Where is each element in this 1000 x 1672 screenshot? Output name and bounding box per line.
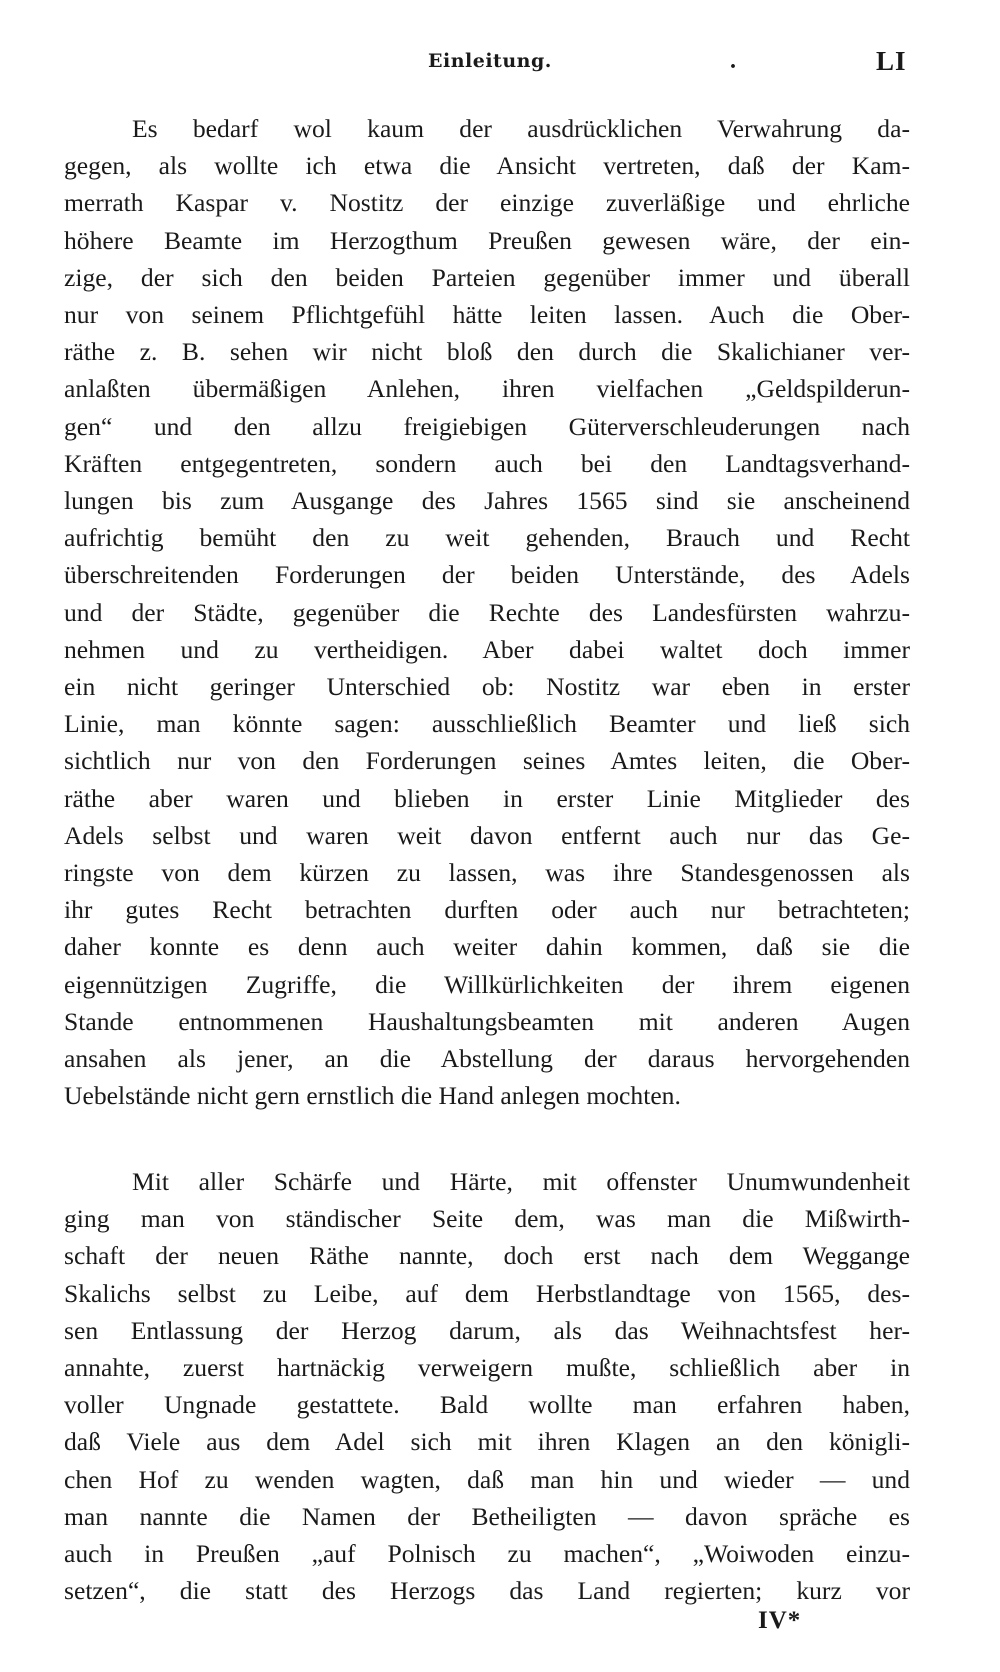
- text-line: Mit aller Schärfe und Härte, mit offenster Unumwundenheit: [132, 1167, 910, 1196]
- text-line: Es bedarf wol kaum der ausdrücklichen Verwahrung da-: [132, 114, 910, 143]
- page-number: LI: [876, 46, 907, 76]
- text-line: Uebelstände nicht gern ernstlich die Hand anlegen mochten.: [64, 1081, 681, 1111]
- text-line: merrath Kaspar v. Nostitz der einzige zuverläßige und ehrliche: [64, 188, 910, 218]
- paragraph-1: [64, 110, 910, 1114]
- text-line: ein nicht geringer Unterschied ob: Nostitz war eben in erster: [64, 672, 910, 702]
- text-line: ringste von dem kürzen zu lassen, was ihre Standesgenossen als: [64, 858, 910, 888]
- text-line: ging man von ständischer Seite dem, was man die Mißwirth-: [64, 1204, 910, 1234]
- text-line: lungen bis zum Ausgange des Jahres 1565 sind sie anscheinend: [64, 486, 910, 516]
- running-head-dot: .: [730, 48, 736, 74]
- text-line: Adels selbst und waren weit davon entfernt auch nur das Ge-: [64, 820, 910, 850]
- running-head-title: Einleitung.: [428, 50, 552, 72]
- text-line: nur von seinem Pflichtgefühl hätte leiten lassen. Auch die Ober-: [64, 300, 910, 330]
- text-line: Linie, man könnte sagen: ausschließlich Beamter und ließ sich: [64, 709, 910, 739]
- running-head: [0, 46, 1000, 80]
- text-line: gegen, als wollte ich etwa die Ansicht vertreten, daß der Kam-: [64, 151, 910, 181]
- text-line: und der Städte, gegenüber die Rechte des Landesfürsten wahrzu-: [64, 597, 910, 627]
- text-line: räthe aber waren und blieben in erster Linie Mitglieder des: [64, 783, 910, 813]
- text-line: zige, der sich den beiden Parteien gegenüber immer und überall: [64, 262, 910, 292]
- text-line: annahte, zuerst hartnäckig verweigern mußte, schließlich aber in: [64, 1353, 910, 1383]
- text-line: sen Entlassung der Herzog darum, als das Weihnachtsfest her-: [64, 1315, 910, 1345]
- text-line: schaft der neuen Räthe nannte, doch erst nach dem Weggange: [64, 1241, 910, 1271]
- paragraph-2: [64, 1163, 910, 1609]
- signature-mark: IV*: [758, 1607, 802, 1634]
- text-line: höhere Beamte im Herzogthum Preußen gewesen wäre, der ein-: [64, 225, 910, 255]
- text-line: nehmen und zu vertheidigen. Aber dabei waltet doch immer: [64, 634, 910, 664]
- text-line: Stande entnommenen Haushaltungsbeamten mit anderen Augen: [64, 1006, 910, 1036]
- text-line: Kräften entgegentreten, sondern auch bei den Landtagsverhand-: [64, 448, 910, 478]
- text-line: räthe z. B. sehen wir nicht bloß den durch die Skalichianer ver-: [64, 337, 910, 367]
- text-line: Skalichs selbst zu Leibe, auf dem Herbstlandtage von 1565, des-: [64, 1278, 910, 1308]
- text-line: voller Ungnade gestattete. Bald wollte man erfahren haben,: [64, 1390, 910, 1420]
- text-line: ihr gutes Recht betrachten durften oder auch nur betrachteten;: [64, 895, 910, 925]
- text-line: daß Viele aus dem Adel sich mit ihren Klagen an den königli-: [64, 1427, 910, 1457]
- text-line: setzen“, die statt des Herzogs das Land regierten; kurz vor: [64, 1576, 910, 1606]
- text-line: überschreitenden Forderungen der beiden Unterstände, des Adels: [64, 560, 910, 590]
- text-line: man nannte die Namen der Betheiligten — davon spräche es: [64, 1501, 910, 1531]
- text-line: daher konnte es denn auch weiter dahin kommen, daß sie die: [64, 932, 910, 962]
- text-line: ansahen als jener, an die Abstellung der daraus hervorgehenden: [64, 1044, 910, 1074]
- text-line: chen Hof zu wenden wagten, daß man hin und wieder — und: [64, 1464, 910, 1494]
- text-line: auch in Preußen „auf Polnisch zu machen“, „Woiwoden einzu-: [64, 1539, 910, 1569]
- text-line: eigennützigen Zugriffe, die Willkürlichkeiten der ihrem eigenen: [64, 969, 910, 999]
- text-line: gen“ und den allzu freigiebigen Güterverschleuderungen nach: [64, 411, 910, 441]
- text-line: sichtlich nur von den Forderungen seines Amtes leiten, die Ober-: [64, 746, 910, 776]
- text-line: aufrichtig bemüht den zu weit gehenden, Brauch und Recht: [64, 523, 910, 553]
- text-line: anlaßten übermäßigen Anlehen, ihren vielfachen „Geldspilderun-: [64, 374, 910, 404]
